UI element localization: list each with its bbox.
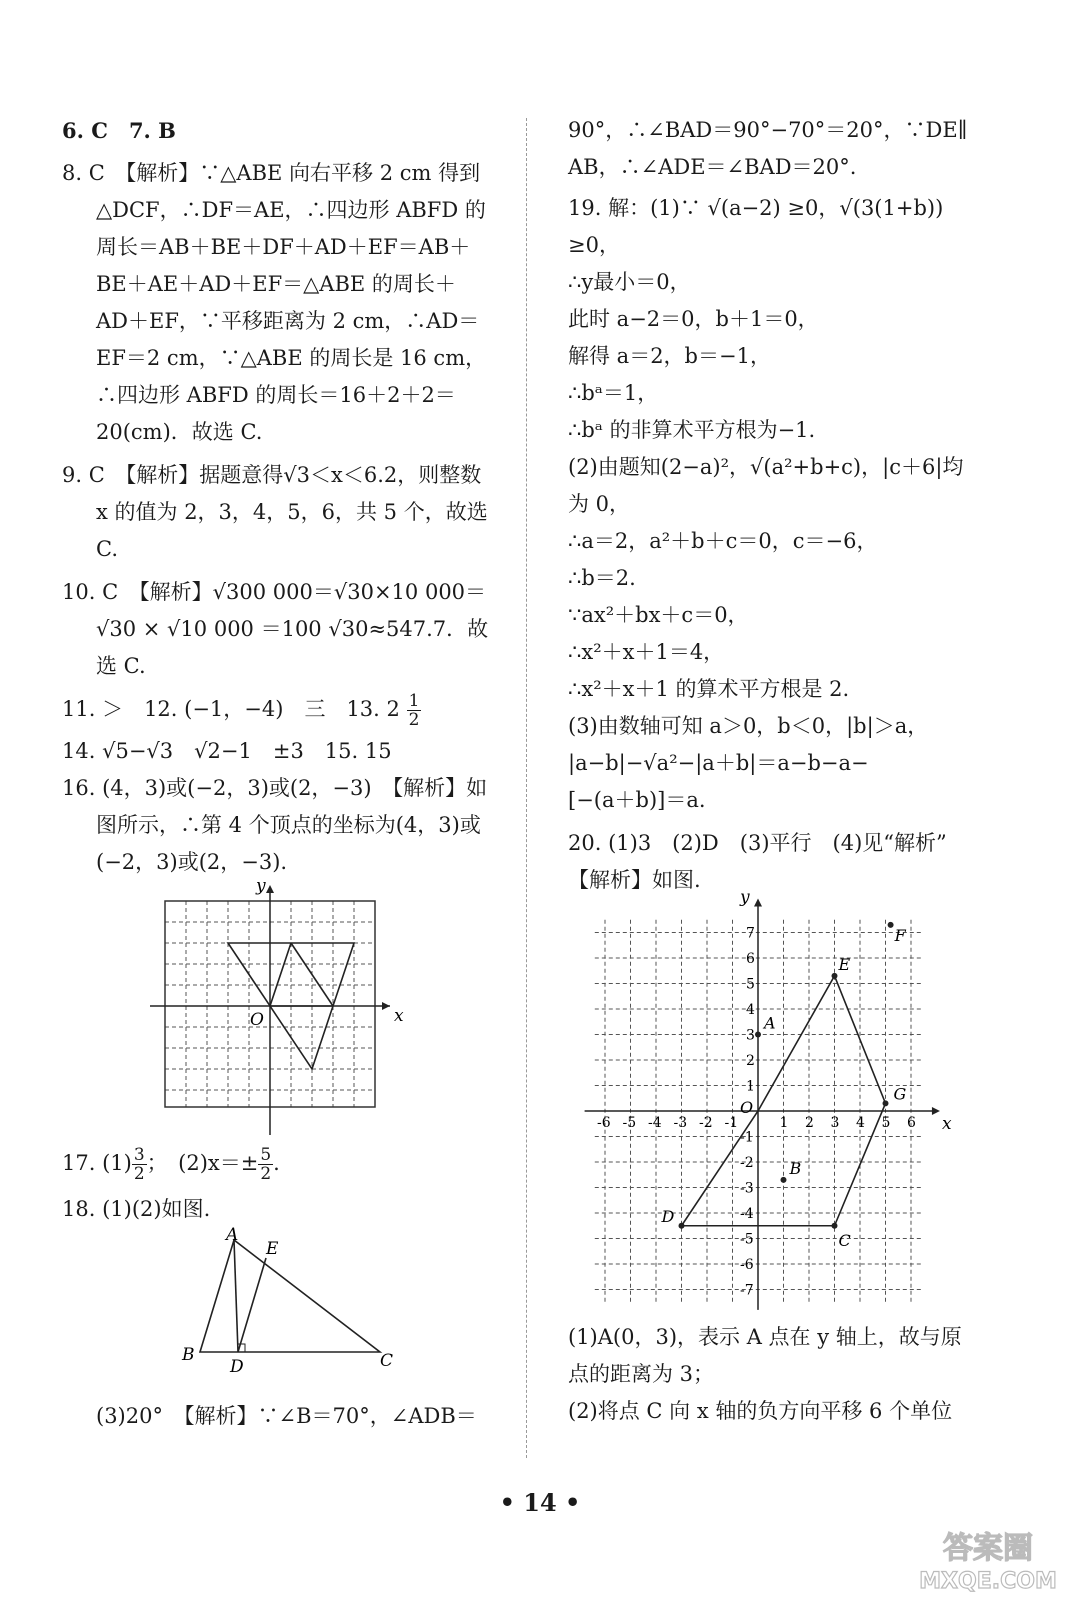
x-tick-label: 2 bbox=[805, 1115, 814, 1131]
point-d bbox=[679, 1223, 685, 1229]
answer-19-line: 为 0， bbox=[568, 492, 631, 516]
frac-num: 1 bbox=[408, 691, 420, 711]
answer-19-line: (2)由题知(2−a)²，√(a²+b+c)，|c＋6|均 bbox=[568, 455, 964, 479]
axis-y-label: y bbox=[256, 876, 266, 896]
frac-den: 2 bbox=[133, 1164, 145, 1184]
answer-19-line: 此时 a−2＝0，b＋1＝0， bbox=[568, 307, 819, 331]
y-axis-arrow bbox=[754, 898, 762, 906]
answer-19-line: [−(a＋b)]＝a. bbox=[568, 788, 706, 812]
answer-11-13-text: 11. ＞ 12. (−1，−4) 三 13. 2 bbox=[62, 697, 400, 721]
answer-8-line: △DCF，∴DF＝AE，∴四边形 ABFD 的 bbox=[96, 198, 486, 222]
y-tick-label: 4 bbox=[746, 1002, 755, 1018]
point-b-label: B bbox=[182, 1345, 195, 1365]
x-tick-label: -1 bbox=[724, 1115, 739, 1131]
answer-8-line: 20(cm)．故选 C. bbox=[96, 420, 263, 444]
answer-8 bbox=[62, 155, 502, 451]
answer-19-line: 解得 a＝2，b＝−1， bbox=[568, 344, 771, 368]
fraction-1-2 bbox=[407, 692, 422, 729]
answer-8-line: BE＋AE＋AD＋EF＝△ABE 的周长＋ bbox=[96, 272, 456, 296]
answer-19 bbox=[568, 190, 988, 819]
left-column bbox=[62, 112, 502, 1435]
point-c bbox=[832, 1223, 838, 1229]
watermark-url: MXQE.COM bbox=[919, 1569, 1057, 1594]
answer-10 bbox=[62, 574, 502, 685]
y-tick-label: -2 bbox=[740, 1155, 754, 1171]
answer-19-line: ∴x²＋x＋1＝4， bbox=[568, 640, 725, 664]
answer-19-line: ∴bᵃ 的非算术平方根为−1. bbox=[568, 418, 816, 442]
y-tick-label: 1 bbox=[746, 1078, 755, 1095]
answer-19-line: ∴a＝2，a²＋b＋c＝0，c＝−6， bbox=[568, 529, 878, 553]
y-tick-label: 3 bbox=[746, 1027, 755, 1044]
answer-8-line: 周长＝AB＋BE＋DF＋AD＋EF＝AB＋ bbox=[96, 235, 471, 259]
figure-18-triangle bbox=[62, 1225, 502, 1398]
answer-19-line: ∴y最小＝0， bbox=[568, 270, 691, 294]
point-a bbox=[755, 1032, 761, 1038]
answer-19-line: ∴bᵃ＝1， bbox=[568, 381, 659, 405]
x-tick-label: -4 bbox=[648, 1115, 662, 1131]
frac-num: 3 bbox=[133, 1145, 145, 1165]
answer-11-13 bbox=[62, 691, 502, 729]
answer-20-expl-line: (1)A(0，3)，表示 A 点在 y 轴上，故与原 bbox=[568, 1325, 962, 1349]
answer-19-line: ∴b＝2. bbox=[568, 566, 636, 590]
answer-19-line: ∵ax²＋bx＋c＝0， bbox=[568, 603, 749, 627]
answer-20-line: 【解析】如图. bbox=[568, 868, 701, 892]
answer-8-line: EF＝2 cm，∵△ABE 的周长是 16 cm， bbox=[96, 346, 487, 370]
answer-20-expl-line: (2)将点 C 向 x 轴的负方向平移 6 个单位 bbox=[568, 1399, 953, 1423]
answer-18-cont-line: 90°，∴∠BAD＝90°−70°＝20°，∵DE∥ bbox=[568, 118, 968, 142]
y-tick-label: 5 bbox=[746, 976, 755, 993]
frac-den: 2 bbox=[260, 1164, 272, 1184]
axis-y-label: y bbox=[740, 887, 750, 908]
y-tick-label: 2 bbox=[746, 1053, 755, 1069]
point-b-label: B bbox=[789, 1158, 802, 1178]
answer-16-line: 图所示，∴第 4 个顶点的坐标为(4，3)或 bbox=[96, 813, 481, 837]
point-e bbox=[832, 973, 838, 979]
answer-17-text: 17. (1) bbox=[62, 1151, 132, 1175]
answer-9-line: 9. C 【解析】据题意得√3＜x＜6.2，则整数 bbox=[62, 463, 482, 487]
x-tick-label: -3 bbox=[673, 1115, 688, 1131]
answer-10-line: 10. C 【解析】√300 000＝√30×10 000＝ bbox=[62, 580, 487, 604]
y-tick-label: -1 bbox=[740, 1129, 754, 1146]
answer-18-part3: (3)20° 【解析】∵∠B＝70°，∠ADB＝ bbox=[96, 1404, 477, 1428]
y-tick-label: -5 bbox=[740, 1231, 754, 1248]
answer-14-15: 14. √5−√3 √2−1 ±3 15. 15 bbox=[62, 739, 392, 763]
x-tick-label: 3 bbox=[830, 1115, 840, 1131]
point-b bbox=[781, 1177, 787, 1183]
x-tick-label: -2 bbox=[699, 1115, 713, 1131]
point-g-label: G bbox=[893, 1084, 907, 1104]
answer-8-line: 8. C 【解析】∵△ABE 向右平移 2 cm 得到 bbox=[62, 161, 481, 185]
answer-8-line: AD＋EF，∵平移距离为 2 cm，∴AD＝ bbox=[96, 309, 480, 333]
y-tick-label: 7 bbox=[746, 925, 755, 942]
answer-19-line: 19. 解：(1)∵ √(a−2) ≥0，√(3(1+b)) ≥0， bbox=[568, 196, 944, 257]
x-tick-label: 1 bbox=[779, 1115, 789, 1131]
answer-9 bbox=[62, 457, 502, 568]
y-tick-label: -3 bbox=[740, 1180, 754, 1197]
y-tick-label: -7 bbox=[740, 1282, 754, 1299]
answer-17-text: ； (2)x＝± bbox=[146, 1151, 259, 1175]
point-c-label: C bbox=[380, 1351, 394, 1371]
answer-17 bbox=[62, 1145, 502, 1183]
x-tick-label: -6 bbox=[597, 1115, 611, 1131]
point-c-label: C bbox=[838, 1230, 851, 1250]
frac-num: 5 bbox=[260, 1145, 272, 1165]
answer-9-line: x 的值为 2，3，4，5，6，共 5 个，故选 C. bbox=[96, 500, 488, 561]
answer-10-line: 选 C. bbox=[96, 654, 146, 678]
point-a-label: A bbox=[764, 1013, 776, 1033]
answer-18: 18. (1)(2)如图. bbox=[62, 1197, 211, 1221]
answer-20 bbox=[568, 825, 988, 899]
right-column bbox=[568, 112, 988, 1430]
x-tick-label: 6 bbox=[907, 1115, 916, 1131]
answer-16-line: (−2，3)或(2，−3). bbox=[96, 850, 288, 874]
y-tick-label: 6 bbox=[746, 951, 755, 967]
point-a-label: A bbox=[226, 1225, 239, 1245]
answer-6-7: 6. C 7. B bbox=[62, 118, 176, 143]
point-g bbox=[883, 1100, 889, 1106]
answer-20-expl-line: 点的距离为 3； bbox=[568, 1362, 715, 1386]
origin-label: O bbox=[250, 1010, 264, 1030]
figure-20-coordinate-grid bbox=[568, 887, 988, 1319]
fraction-3-2 bbox=[132, 1146, 147, 1183]
point-e-label: E bbox=[838, 954, 851, 974]
y-tick-label: -4 bbox=[740, 1206, 754, 1222]
answer-20-explanation bbox=[568, 1319, 988, 1430]
answer-17-text: . bbox=[273, 1151, 280, 1175]
x-tick-label: -5 bbox=[622, 1115, 637, 1131]
fraction-5-2 bbox=[258, 1146, 273, 1183]
answer-10-line: √30 × √10 000 ＝100 √30≈547.7．故 bbox=[96, 617, 489, 641]
x-axis-arrow bbox=[932, 1107, 940, 1115]
origin-label: O bbox=[740, 1098, 754, 1117]
x-tick-label: 5 bbox=[881, 1115, 891, 1131]
answer-19-line: ∴x²＋x＋1 的算术平方根是 2. bbox=[568, 677, 850, 701]
watermark-logo bbox=[904, 1522, 1072, 1594]
axis-x-label: x bbox=[394, 1006, 404, 1026]
answer-19-line: |a−b|−√a²−|a＋b|＝a−b−a− bbox=[568, 751, 869, 775]
answer-16-line: 16. (4，3)或(−2，3)或(2，−3) 【解析】如 bbox=[62, 776, 488, 800]
frac-den: 2 bbox=[408, 710, 420, 730]
answer-16 bbox=[62, 770, 502, 881]
answer-19-line: (3)由数轴可知 a＞0，b＜0，|b|＞a， bbox=[568, 714, 929, 738]
axis-x-label: x bbox=[941, 1114, 952, 1134]
watermark-text: 答案圈 bbox=[943, 1531, 1033, 1566]
point-f-label: F bbox=[894, 925, 906, 945]
answer-18-cont-line: AB，∴∠ADE＝∠BAD＝20°. bbox=[568, 155, 857, 179]
point-e-label: E bbox=[266, 1239, 279, 1259]
figure-16-grid bbox=[62, 876, 502, 1141]
answer-8-line: ∴四边形 ABFD 的周长＝16＋2＋2＝ bbox=[96, 383, 456, 407]
point-f bbox=[888, 922, 894, 928]
point-d-label: D bbox=[230, 1357, 244, 1377]
answer-20-line: 20. (1)3 (2)D (3)平行 (4)见“解析” bbox=[568, 831, 947, 855]
y-tick-label: -6 bbox=[740, 1257, 754, 1273]
point-d-label: D bbox=[661, 1206, 675, 1226]
page-number: • 14 • bbox=[499, 1488, 581, 1517]
column-divider bbox=[526, 118, 527, 1458]
x-tick-label: 4 bbox=[856, 1115, 865, 1131]
